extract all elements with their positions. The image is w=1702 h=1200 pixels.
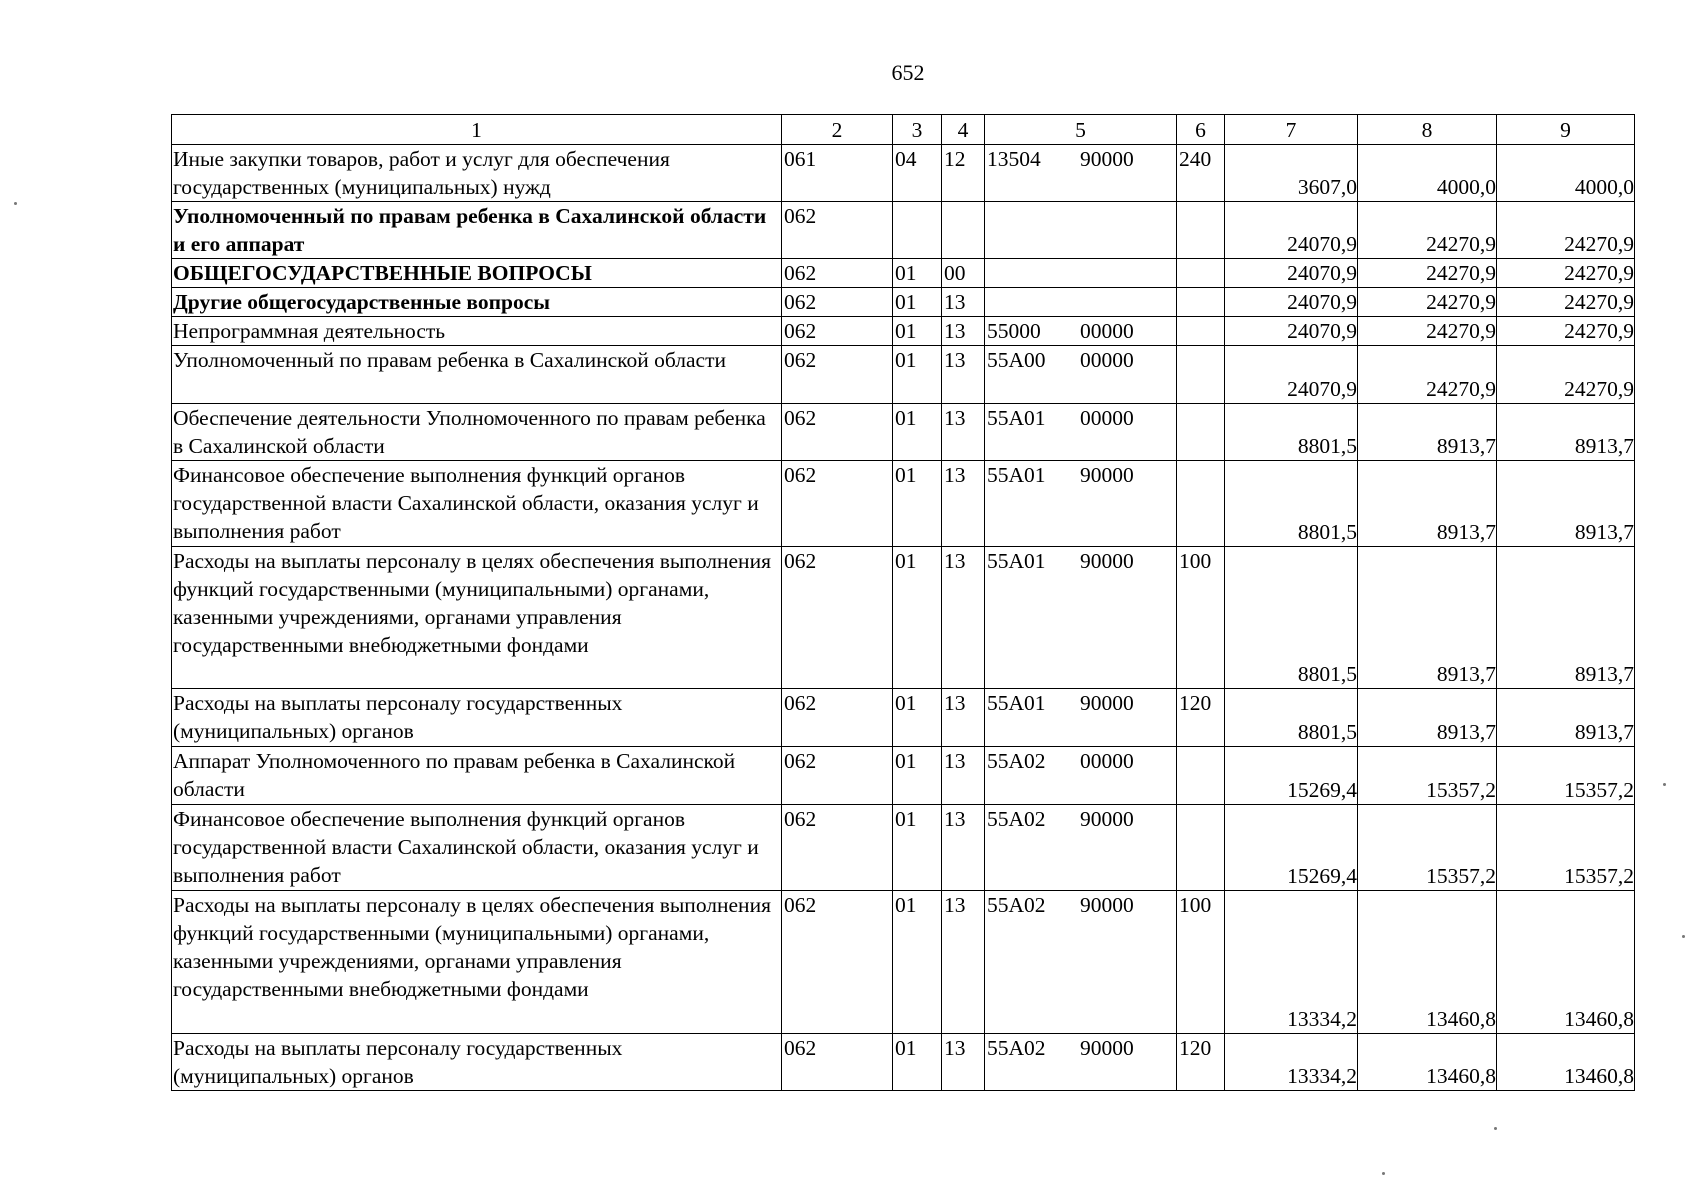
target-article-direction: 00000 [1080, 319, 1134, 343]
expense-type-cell [1177, 461, 1225, 547]
amount-2022-cell: 8913,7 [1358, 404, 1497, 461]
section-code-cell: 01 [893, 689, 942, 747]
subsection-code-cell: 13 [942, 1034, 985, 1091]
row-name: Уполномоченный по правам ребенка в Сахалинской области и его аппарат [172, 202, 782, 259]
section-code-cell [893, 202, 942, 259]
target-article-program: 55А02 [987, 893, 1046, 917]
ministry-code-cell: 062 [782, 891, 893, 1034]
amount-2022-cell: 24270,9 [1358, 259, 1497, 288]
amount-2023-cell: 8913,7 [1497, 461, 1635, 547]
amount-2021-cell: 15269,4 [1225, 805, 1358, 891]
target-article-cell [985, 461, 1177, 547]
amount-2021-cell: 13334,2 [1225, 891, 1358, 1034]
amount-2023-cell: 8913,7 [1497, 404, 1635, 461]
header-cell: 5 [985, 115, 1177, 145]
target-article-cell [985, 547, 1177, 689]
target-article-program: 55А01 [987, 463, 1046, 487]
target-article-cell [985, 145, 1177, 202]
amount-2023-cell: 15357,2 [1497, 747, 1635, 805]
target-article-cell [985, 689, 1177, 747]
amount-2021-cell: 24070,9 [1225, 288, 1358, 317]
budget-table [171, 114, 1635, 1091]
amount-2021-cell: 3607,0 [1225, 145, 1358, 202]
header-cell: 2 [782, 115, 893, 145]
ministry-code-cell: 062 [782, 202, 893, 259]
header-cell: 7 [1225, 115, 1358, 145]
row-name: Обеспечение деятельности Уполномоченного по правам ребенка в Сахалинской области [172, 404, 782, 461]
table-row [172, 891, 1635, 1034]
table-row [172, 317, 1635, 346]
target-article-direction: 90000 [1080, 1036, 1134, 1060]
target-article-cell [985, 288, 1177, 317]
subsection-code-cell: 13 [942, 288, 985, 317]
header-cell: 4 [942, 115, 985, 145]
section-code-cell: 01 [893, 891, 942, 1034]
amount-2021-cell: 8801,5 [1225, 689, 1358, 747]
table-row [172, 805, 1635, 891]
amount-2023-cell: 4000,0 [1497, 145, 1635, 202]
table-row [172, 259, 1635, 288]
header-cell: 1 [172, 115, 782, 145]
row-name: Аппарат Уполномоченного по правам ребенка в Сахалинской области [172, 747, 782, 805]
amount-2022-cell: 24270,9 [1358, 346, 1497, 404]
header-cell: 3 [893, 115, 942, 145]
scan-speck [14, 202, 17, 205]
target-article-program: 55А01 [987, 549, 1046, 573]
section-code-cell: 01 [893, 747, 942, 805]
scan-speck [1494, 1127, 1497, 1130]
table-row [172, 288, 1635, 317]
amount-2021-cell: 8801,5 [1225, 547, 1358, 689]
expense-type-cell [1177, 805, 1225, 891]
page-number: 652 [891, 60, 925, 85]
amount-2021-cell: 13334,2 [1225, 1034, 1358, 1091]
section-code-cell: 01 [893, 547, 942, 689]
target-article-program: 55А01 [987, 406, 1046, 430]
subsection-code-cell: 00 [942, 259, 985, 288]
subsection-code-cell: 13 [942, 747, 985, 805]
target-article-direction: 90000 [1080, 807, 1134, 831]
scan-speck [1663, 783, 1666, 786]
table-row [172, 1034, 1635, 1091]
row-name: Другие общегосударственные вопросы [172, 288, 782, 317]
target-article-cell [985, 317, 1177, 346]
ministry-code-cell: 062 [782, 317, 893, 346]
target-article-direction: 90000 [1080, 549, 1134, 573]
expense-type-cell: 240 [1177, 145, 1225, 202]
target-article-program: 55А02 [987, 749, 1046, 773]
ministry-code-cell: 062 [782, 346, 893, 404]
amount-2023-cell: 13460,8 [1497, 891, 1635, 1034]
table-row [172, 145, 1635, 202]
target-article-program: 55А01 [987, 691, 1046, 715]
target-article-direction: 90000 [1080, 691, 1134, 715]
amount-2022-cell: 13460,8 [1358, 891, 1497, 1034]
table-row [172, 461, 1635, 547]
target-article-cell [985, 202, 1177, 259]
table-row [172, 202, 1635, 259]
expense-type-cell [1177, 317, 1225, 346]
amount-2023-cell: 24270,9 [1497, 317, 1635, 346]
target-article-direction: 90000 [1080, 147, 1134, 171]
row-name: Финансовое обеспечение выполнения функций органов государственной власти Сахалинской области, оказания услуг и выполнения работ [172, 805, 782, 891]
amount-2023-cell: 24270,9 [1497, 288, 1635, 317]
target-article-direction: 90000 [1080, 893, 1134, 917]
ministry-code-cell: 061 [782, 145, 893, 202]
row-name: Финансовое обеспечение выполнения функций органов государственной власти Сахалинской области, оказания услуг и выполнения работ [172, 461, 782, 547]
subsection-code-cell: 13 [942, 317, 985, 346]
amount-2021-cell: 24070,9 [1225, 346, 1358, 404]
table-row [172, 346, 1635, 404]
amount-2022-cell: 13460,8 [1358, 1034, 1497, 1091]
amount-2023-cell: 8913,7 [1497, 547, 1635, 689]
scan-speck [1682, 935, 1685, 938]
ministry-code-cell: 062 [782, 461, 893, 547]
section-code-cell: 04 [893, 145, 942, 202]
subsection-code-cell: 13 [942, 346, 985, 404]
expense-type-cell [1177, 747, 1225, 805]
target-article-direction: 90000 [1080, 463, 1134, 487]
row-name: Уполномоченный по правам ребенка в Сахалинской области [172, 346, 782, 404]
subsection-code-cell: 12 [942, 145, 985, 202]
subsection-code-cell: 13 [942, 891, 985, 1034]
amount-2022-cell: 4000,0 [1358, 145, 1497, 202]
amount-2022-cell: 24270,9 [1358, 317, 1497, 346]
amount-2022-cell: 15357,2 [1358, 805, 1497, 891]
subsection-code-cell: 13 [942, 689, 985, 747]
amount-2022-cell: 15357,2 [1358, 747, 1497, 805]
section-code-cell: 01 [893, 317, 942, 346]
amount-2022-cell: 8913,7 [1358, 461, 1497, 547]
target-article-program: 55А02 [987, 1036, 1046, 1060]
table-row [172, 404, 1635, 461]
amount-2021-cell: 8801,5 [1225, 404, 1358, 461]
header-cell: 6 [1177, 115, 1225, 145]
table-header-row [172, 115, 1635, 145]
target-article-program: 55А02 [987, 807, 1046, 831]
target-article-cell [985, 259, 1177, 288]
target-article-cell [985, 891, 1177, 1034]
section-code-cell: 01 [893, 461, 942, 547]
subsection-code-cell: 13 [942, 547, 985, 689]
expense-type-cell: 100 [1177, 891, 1225, 1034]
amount-2021-cell: 24070,9 [1225, 259, 1358, 288]
ministry-code-cell: 062 [782, 288, 893, 317]
header-cell: 9 [1497, 115, 1635, 145]
section-code-cell: 01 [893, 288, 942, 317]
section-code-cell: 01 [893, 404, 942, 461]
expense-type-cell: 120 [1177, 1034, 1225, 1091]
amount-2023-cell: 15357,2 [1497, 805, 1635, 891]
ministry-code-cell: 062 [782, 259, 893, 288]
section-code-cell: 01 [893, 1034, 942, 1091]
amount-2022-cell: 24270,9 [1358, 202, 1497, 259]
table-row [172, 747, 1635, 805]
target-article-program: 13504 [987, 147, 1041, 171]
target-article-cell [985, 404, 1177, 461]
amount-2021-cell: 24070,9 [1225, 202, 1358, 259]
amount-2023-cell: 13460,8 [1497, 1034, 1635, 1091]
target-article-cell [985, 805, 1177, 891]
row-name: Расходы на выплаты персоналу государственных (муниципальных) органов [172, 1034, 782, 1091]
amount-2023-cell: 24270,9 [1497, 259, 1635, 288]
expense-type-cell: 120 [1177, 689, 1225, 747]
amount-2021-cell: 24070,9 [1225, 317, 1358, 346]
amount-2023-cell: 24270,9 [1497, 202, 1635, 259]
table-row [172, 689, 1635, 747]
subsection-code-cell: 13 [942, 461, 985, 547]
amount-2022-cell: 8913,7 [1358, 689, 1497, 747]
section-code-cell: 01 [893, 346, 942, 404]
amount-2022-cell: 24270,9 [1358, 288, 1497, 317]
target-article-direction: 00000 [1080, 406, 1134, 430]
subsection-code-cell [942, 202, 985, 259]
row-name: ОБЩЕГОСУДАРСТВЕННЫЕ ВОПРОСЫ [172, 259, 782, 288]
expense-type-cell [1177, 346, 1225, 404]
target-article-cell [985, 747, 1177, 805]
ministry-code-cell: 062 [782, 547, 893, 689]
amount-2021-cell: 15269,4 [1225, 747, 1358, 805]
target-article-program: 55А00 [987, 348, 1046, 372]
section-code-cell: 01 [893, 805, 942, 891]
expense-type-cell [1177, 288, 1225, 317]
ministry-code-cell: 062 [782, 805, 893, 891]
scan-speck [1382, 1172, 1385, 1175]
header-cell: 8 [1358, 115, 1497, 145]
target-article-direction: 00000 [1080, 348, 1134, 372]
subsection-code-cell: 13 [942, 404, 985, 461]
ministry-code-cell: 062 [782, 689, 893, 747]
target-article-direction: 00000 [1080, 749, 1134, 773]
ministry-code-cell: 062 [782, 747, 893, 805]
row-name: Расходы на выплаты персоналу государственных (муниципальных) органов [172, 689, 782, 747]
target-article-cell [985, 1034, 1177, 1091]
row-name: Непрограммная деятельность [172, 317, 782, 346]
subsection-code-cell: 13 [942, 805, 985, 891]
row-name: Расходы на выплаты персоналу в целях обеспечения выполнения функций государственными (муниципальными) органами, казенными учреждениями, органами управления государственными внебюджетными фондами [172, 891, 782, 1034]
target-article-cell [985, 346, 1177, 404]
target-article-program: 55000 [987, 319, 1041, 343]
amount-2023-cell: 8913,7 [1497, 689, 1635, 747]
expense-type-cell [1177, 404, 1225, 461]
amount-2022-cell: 8913,7 [1358, 547, 1497, 689]
expense-type-cell: 100 [1177, 547, 1225, 689]
amount-2023-cell: 24270,9 [1497, 346, 1635, 404]
row-name: Расходы на выплаты персоналу в целях обеспечения выполнения функций государственными (муниципальными) органами, казенными учреждениями, органами управления государственными внебюджетными фондами [172, 547, 782, 689]
amount-2021-cell: 8801,5 [1225, 461, 1358, 547]
section-code-cell: 01 [893, 259, 942, 288]
table-row [172, 547, 1635, 689]
ministry-code-cell: 062 [782, 1034, 893, 1091]
expense-type-cell [1177, 202, 1225, 259]
row-name: Иные закупки товаров, работ и услуг для обеспечения государственных (муниципальных) нужд [172, 145, 782, 202]
ministry-code-cell: 062 [782, 404, 893, 461]
expense-type-cell [1177, 259, 1225, 288]
